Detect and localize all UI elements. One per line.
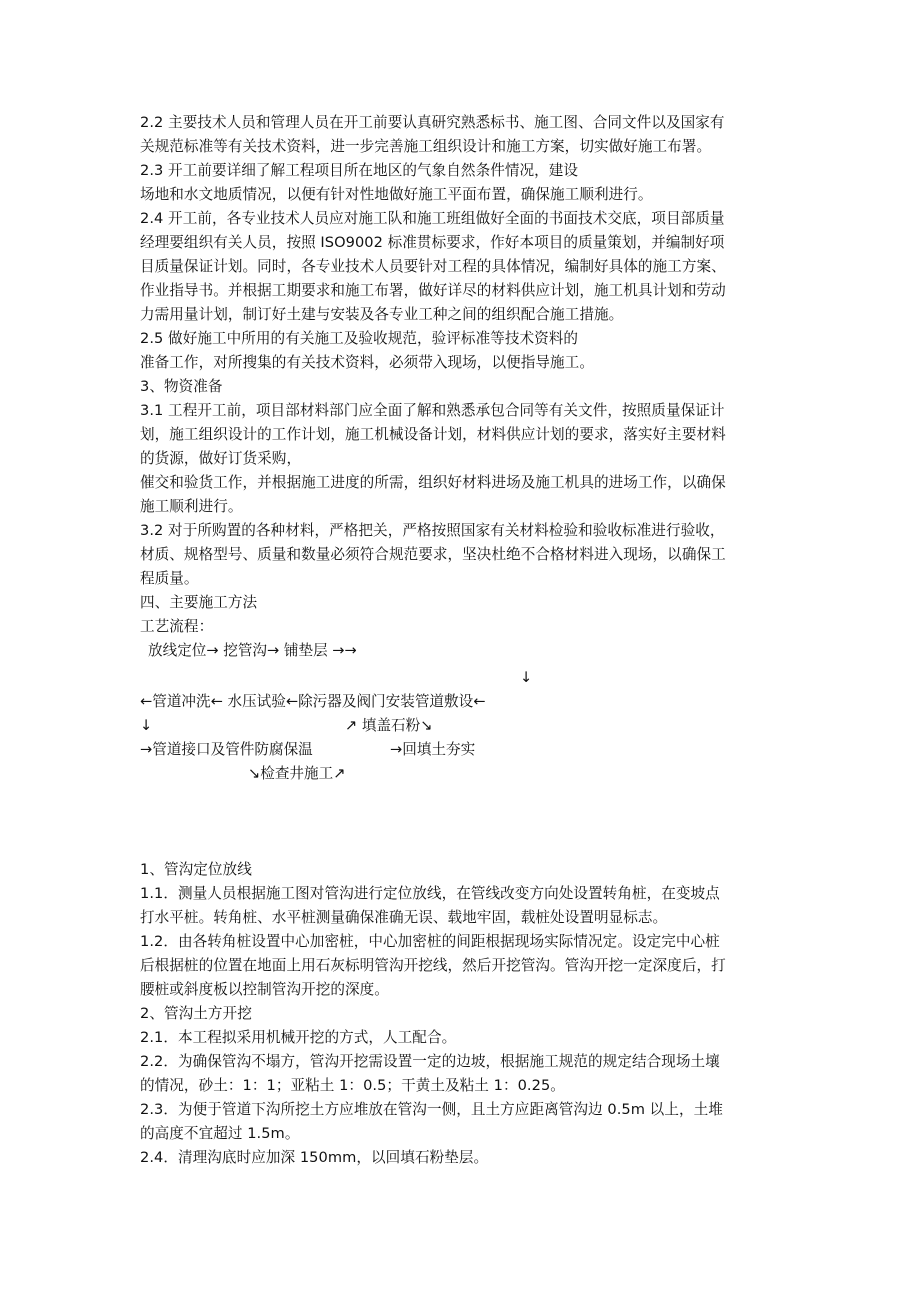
- paragraph-line: 2.2．为确保管沟不塌方，管沟开挖需设置一定的边坡，根据施工规范的规定结合现场土壤: [140, 1053, 720, 1070]
- paragraph-line: 准备工作，对所搜集的有关技术资料，必须带入现场，以便指导施工。: [140, 354, 594, 371]
- paragraph-line: 施工顺利进行。: [140, 498, 243, 515]
- paragraph-line: 2.5 做好施工中所用的有关施工及验收规范，验评标准等技术资料的: [140, 330, 579, 347]
- paragraph-line: 的货源，做好订货采购，: [140, 450, 302, 467]
- paragraph-line: 1.2．由各转角桩设置中心加密桩，中心加密桩的间距根据现场实际情况定。设定完中心桩: [140, 933, 720, 950]
- paragraph-line: 作业指导书。并根据工期要求和施工布署，做好详尽的材料供应计划，施工机具计划和劳动: [140, 282, 726, 299]
- flow-row-1: 放线定位→ 挖管沟→ 铺垫层 →→: [148, 642, 357, 659]
- paragraph-line: 3.1 工程开工前，项目部材料部门应全面了解和熟悉承包合同等有关文件，按照质量保证计: [140, 402, 725, 419]
- paragraph-line: 目质量保证计划。同时，各专业技术人员要针对工程的具体情况，编制好具体的施工方案、: [140, 258, 726, 275]
- flow-title: 工艺流程：: [140, 618, 214, 635]
- flow-row-6: ↘检查井施工↗: [248, 765, 346, 782]
- paragraph-line: 1.1．测量人员根据施工图对管沟进行定位放线，在管线改变方向处设置转角桩，在变坡点: [140, 885, 720, 902]
- paragraph-line: 场地和水文地质情况，以便有针对性地做好施工平面布置，确保施工顺利进行。: [140, 186, 653, 203]
- flow-row-3: ←管道冲洗← 水压试验←除污器及阀门安装管道敷设←: [140, 693, 486, 710]
- paragraph-line: 腰桩或斜度板以控制管沟开挖的深度。: [140, 981, 389, 998]
- flow-row-5-left: →管道接口及管件防腐保温: [140, 741, 313, 758]
- paragraph-line: 经理要组织有关人员，按照 ISO9002 标准贯标要求，作好本项目的质量策划，并编制好项: [140, 234, 725, 251]
- paragraph-line: 的情况，砂土：1：1；亚粘土 1：0.5；干黄土及粘土 1：0.25。: [140, 1077, 565, 1094]
- paragraph-line: 的高度不宜超过 1.5m。: [140, 1125, 300, 1142]
- section-heading: 四、主要施工方法: [140, 594, 258, 611]
- paragraph-line: 打水平桩。转角桩、水平桩测量确保准确无误、载地牢固，载桩处设置明显标志。: [140, 909, 668, 926]
- paragraph-line: 2.3．为便于管道下沟所挖土方应堆放在管沟一侧，且土方应距离管沟边 0.5m 以上，土堆: [140, 1101, 723, 1118]
- paragraph-line: 2.1．本工程拟采用机械开挖的方式，人工配合。: [140, 1029, 457, 1046]
- paragraph-line: 2.4 开工前，各专业技术人员应对施工队和施工班组做好全面的书面技术交底，项目部质量: [140, 210, 725, 227]
- section-heading: 1、管沟定位放线: [140, 861, 252, 878]
- paragraph-line: 2.4．清理沟底时应加深 150mm，以回填石粉垫层。: [140, 1149, 489, 1166]
- paragraph-line: 2.2 主要技术人员和管理人员在开工前要认真研究熟悉标书、施工图、合同文件以及国家有: [140, 114, 725, 131]
- flow-row-4: ↗ 填盖石粉↘: [345, 717, 433, 734]
- section-heading: 3、物资准备: [140, 378, 223, 395]
- section-heading: 2、管沟土方开挖: [140, 1005, 252, 1022]
- paragraph-line: 划，施工组织设计的工作计划，施工机械设备计划，材料供应计划的要求，落实好主要材料: [140, 426, 726, 443]
- down-arrow-icon: ↓: [140, 717, 153, 734]
- paragraph-line: 材质、规格型号、质量和数量必须符合规范要求，坚决杜绝不合格材料进入现场，以确保工: [140, 546, 726, 563]
- paragraph-line: 力需用量计划，制订好土建与安装及各专业工种之间的组织配合施工措施。: [140, 306, 624, 323]
- paragraph-line: 关规范标准等有关技术资料，进一步完善施工组织设计和施工方案，切实做好施工布署。: [140, 138, 712, 155]
- paragraph-line: 程质量。: [140, 570, 199, 587]
- paragraph-line: 2.3 开工前要详细了解工程项目所在地区的气象自然条件情况，建设: [140, 162, 579, 179]
- paragraph-line: 后根据桩的位置在地面上用石灰标明管沟开挖线，然后开挖管沟。管沟开挖一定深度后，打: [140, 957, 726, 974]
- paragraph-line: 催交和验货工作，并根据施工进度的所需，组织好材料进场及施工机具的进场工作，以确保: [140, 474, 726, 491]
- down-arrow-icon: ↓: [520, 669, 533, 686]
- flow-row-5-right: →回填土夯实: [390, 741, 476, 758]
- paragraph-line: 3.2 对于所购置的各种材料，严格把关，严格按照国家有关材料检验和验收标准进行验收，: [140, 522, 725, 539]
